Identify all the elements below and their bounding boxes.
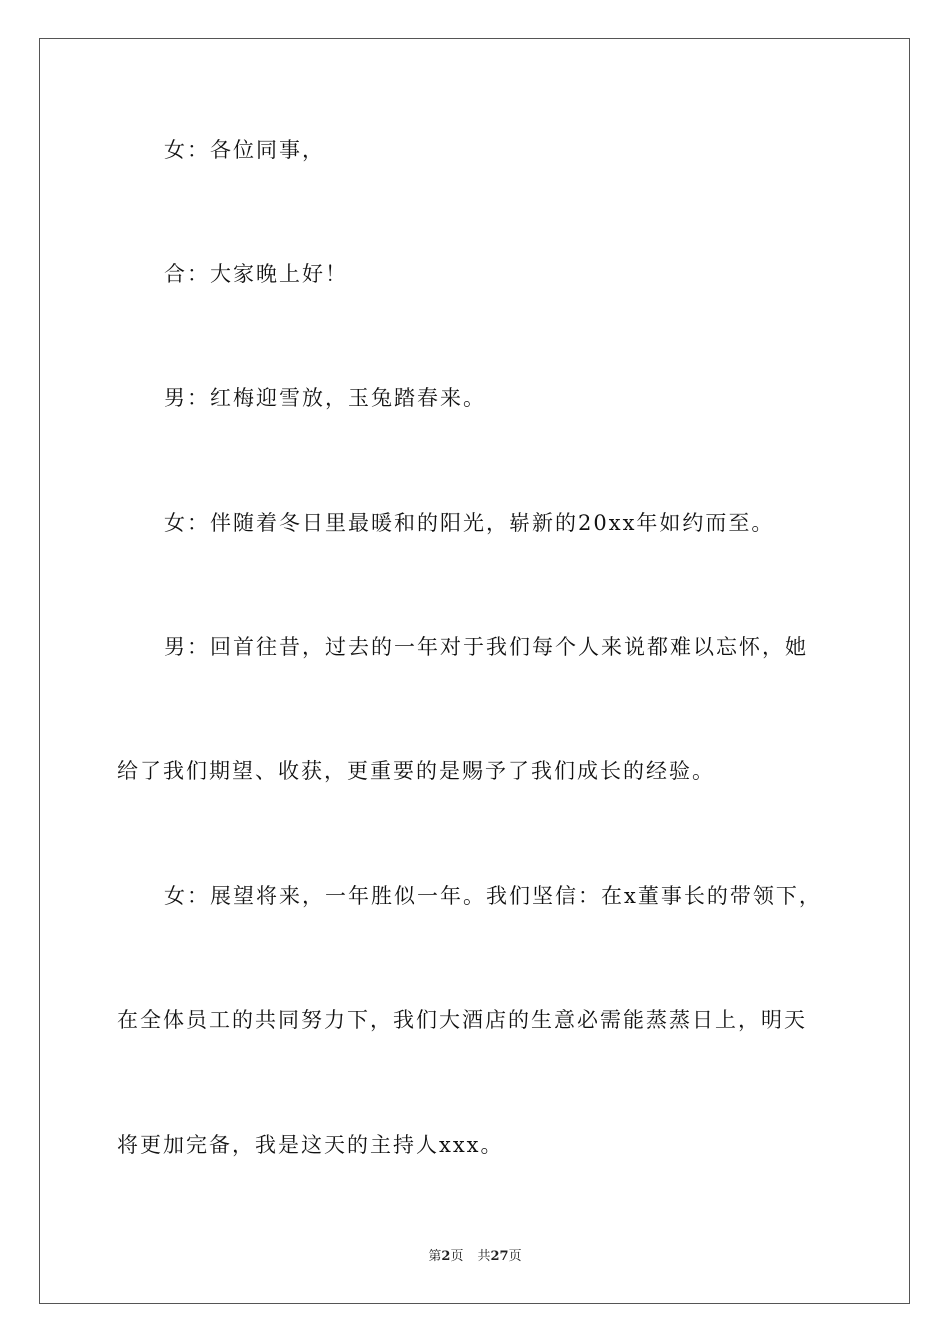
total-suffix: 页: [508, 1249, 522, 1264]
paragraph-line: 女：展望将来，一年胜似一年。我们坚信：在x董事长的带领下，: [164, 884, 822, 908]
total-pages: 27: [490, 1249, 509, 1264]
paragraph-line: 女：伴随着冬日里最暖和的阳光，崭新的20xx年如约而至。: [164, 511, 775, 535]
paragraph-line: 在全体员工的共同努力下，我们大酒店的生意必需能蒸蒸日上，明天: [117, 1008, 807, 1032]
page-border: [39, 38, 910, 1304]
paragraph-line: 合：大家晚上好！: [164, 262, 348, 286]
page-prefix: 第: [428, 1249, 442, 1264]
paragraph-line: 将更加完备，我是这天的主持人xxx。: [117, 1133, 504, 1157]
paragraph-line: 女：各位同事，: [164, 138, 325, 162]
paragraph-line: 男：红梅迎雪放，玉兔踏春来。: [164, 386, 486, 410]
page-number: 2: [441, 1249, 451, 1264]
paragraph-line: 给了我们期望、收获，更重要的是赐予了我们成长的经验。: [117, 759, 715, 783]
paragraph-line: 男：回首往昔，过去的一年对于我们每个人来说都难以忘怀，她: [164, 635, 808, 659]
page-footer: [0, 1248, 950, 1266]
total-prefix: 共: [477, 1249, 491, 1264]
page-suffix: 页: [450, 1249, 464, 1264]
